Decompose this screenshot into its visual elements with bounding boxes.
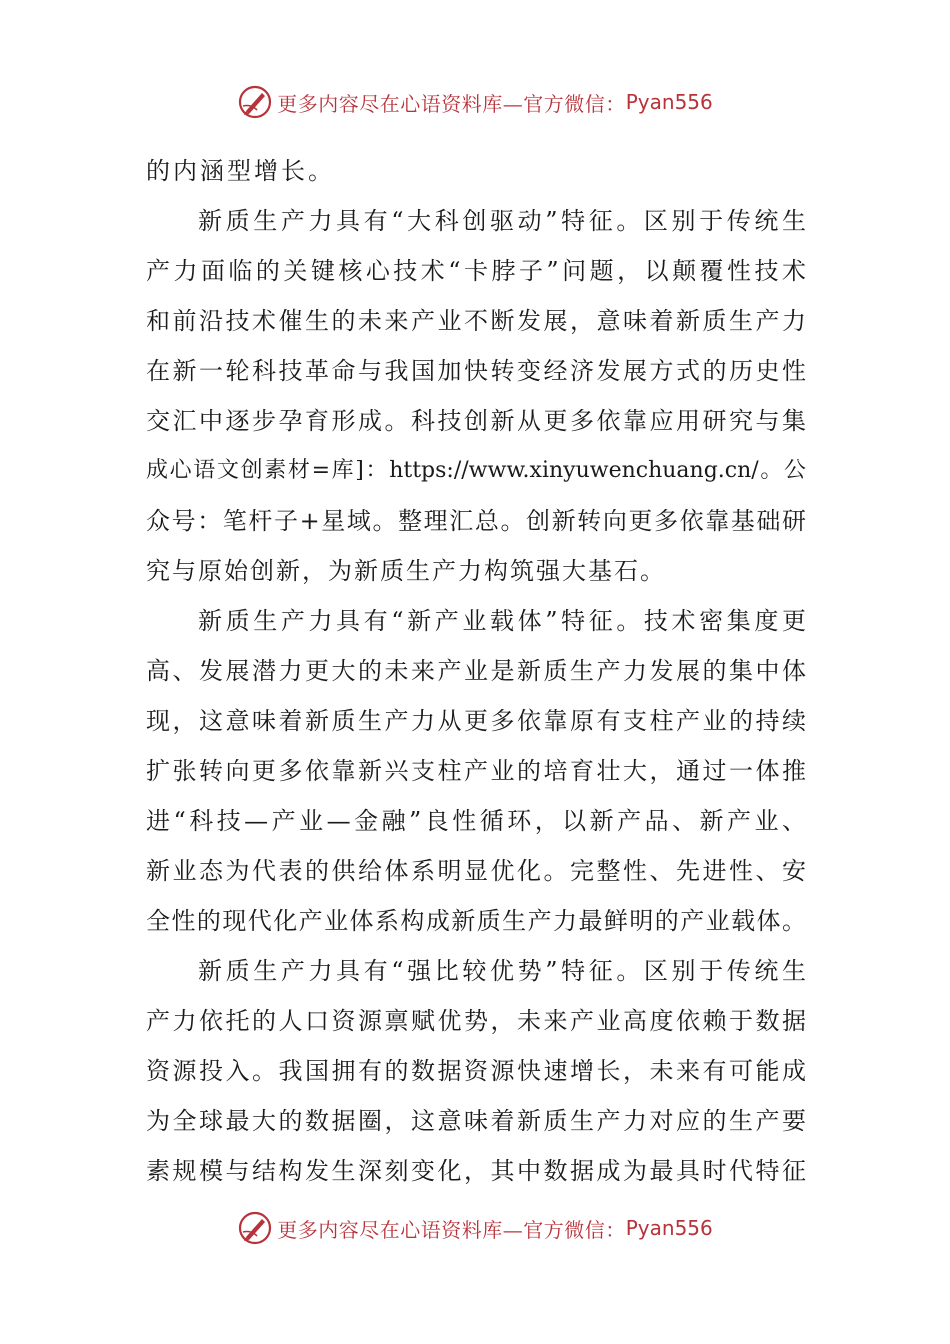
pen-logo-icon [237, 84, 273, 120]
pen-logo-icon [237, 1210, 273, 1246]
text-line: 现，这意味着新质生产力从更多依靠原有支柱产业的持续 [146, 707, 806, 735]
banner-wechat-id: Pyan556 [625, 90, 713, 114]
banner-text: 更多内容尽在心语资料库—官方微信： [277, 91, 626, 116]
text-line: 高、发展潜力更大的未来产业是新质生产力发展的集中体 [146, 657, 806, 685]
document-body [146, 146, 806, 1196]
text-line: 为全球最大的数据圈，这意味着新质生产力对应的生产要 [146, 1107, 806, 1135]
banner-wechat-id: Pyan556 [625, 1216, 713, 1240]
text-line: 扩张转向更多依靠新兴支柱产业的培育壮大，通过一体推 [146, 757, 806, 785]
text-line: 全性的现代化产业体系构成新质生产力最鲜明的产业载体。 [146, 907, 806, 935]
text-line: 和前沿技术催生的未来产业不断发展，意味着新质生产力 [146, 307, 806, 335]
text-line: 新质生产力具有“大科创驱动”特征。区别于传统生 [198, 207, 806, 235]
text-line: 的内涵型增长。 [146, 157, 335, 185]
text-line: 产力面临的关键核心技术“卡脖子”问题，以颠覆性技术 [146, 257, 806, 285]
text-line: 新业态为代表的供给体系明显优化。完整性、先进性、安 [146, 857, 806, 885]
text-line: 新质生产力具有“新产业载体”特征。技术密集度更 [198, 607, 806, 635]
text-line: 素规模与结构发生深刻变化，其中数据成为最具时代特征 [146, 1157, 806, 1185]
text-line: 交汇中逐步孕育形成。科技创新从更多依靠应用研究与集 [146, 407, 806, 435]
footer-banner [0, 1206, 950, 1250]
text-line: 进“科技—产业—金融”良性循环，以新产品、新产业、 [146, 807, 806, 835]
text-line: 究与原始创新，为新质生产力构筑强大基石。 [146, 557, 666, 585]
text-line: 众号：笔杆子+星域。整理汇总。创新转向更多依靠基础研 [146, 507, 806, 535]
text-line: 在新一轮科技革命与我国加快转变经济发展方式的历史性 [146, 357, 806, 385]
header-banner [0, 80, 950, 124]
banner-text: 更多内容尽在心语资料库—官方微信： [277, 1217, 626, 1242]
text-line: 资源投入。我国拥有的数据资源快速增长，未来有可能成 [146, 1057, 806, 1085]
text-line: 成心语文创素材=库]：https://www.xinyuwenchuang.cn/。公 [146, 458, 806, 483]
text-line: 产力依托的人口资源禀赋优势，未来产业高度依赖于数据 [146, 1007, 806, 1035]
text-line: 新质生产力具有“强比较优势”特征。区别于传统生 [198, 957, 806, 985]
